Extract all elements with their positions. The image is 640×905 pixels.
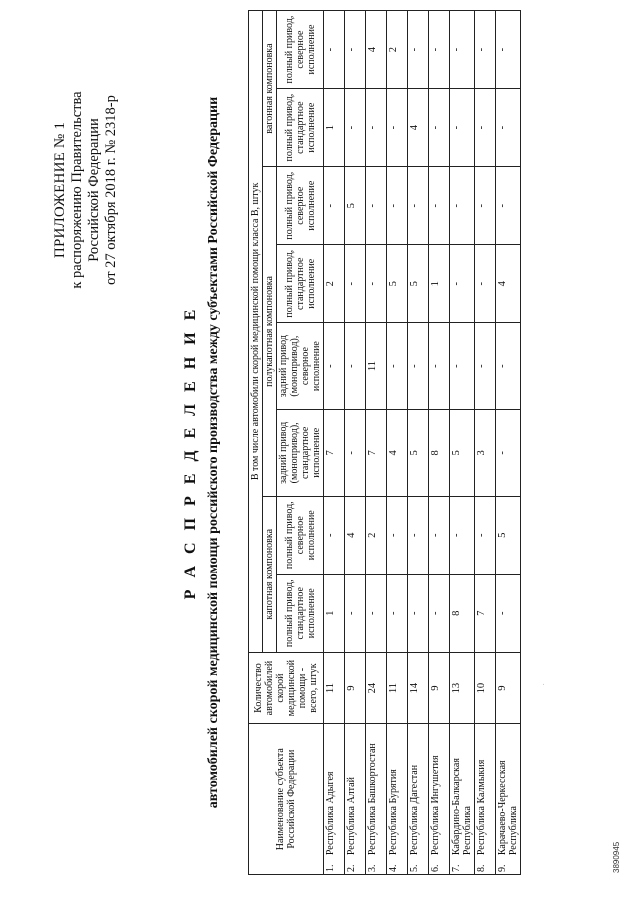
class-b-count: - [366, 574, 387, 652]
class-b-count: 4 [387, 409, 408, 496]
sub-header: полный привод, северное исполнение [277, 11, 324, 89]
class-b-count: - [475, 11, 496, 89]
semihood-layout-header: полукапотная компоновка [263, 167, 277, 497]
class-b-count: - [475, 245, 496, 323]
class-b-count: - [496, 409, 521, 496]
class-b-count: 4 [366, 11, 387, 89]
class-b-count: - [475, 167, 496, 245]
sub-header: полный привод, стандартное исполнение [277, 574, 324, 652]
sub-header: задний привод (монопривод), северное исполнение [277, 323, 324, 410]
class-b-count: - [366, 89, 387, 167]
sub-header: полный привод, северное исполнение [277, 167, 324, 245]
row-number: 5. [408, 857, 429, 874]
row-number: 6. [429, 857, 450, 874]
class-b-count: - [387, 323, 408, 410]
total-count: 10 [475, 652, 496, 724]
class-b-count: - [408, 496, 429, 574]
row-number: 9. [496, 857, 521, 874]
class-b-count: 7 [366, 409, 387, 496]
row-number: 8. [475, 857, 496, 874]
class-b-count: - [408, 167, 429, 245]
class-b-count: - [387, 574, 408, 652]
region-name: Республика Адыгея [324, 724, 345, 857]
class-b-count: - [387, 89, 408, 167]
class-b-count: - [387, 167, 408, 245]
wagon-layout-header: вагонная компоновка [263, 11, 277, 167]
class-b-count: 2 [324, 245, 345, 323]
class-b-count: - [450, 89, 475, 167]
appendix-header [52, 40, 120, 340]
total-count: 9 [496, 652, 521, 724]
class-b-count: - [475, 89, 496, 167]
table-row [324, 11, 345, 875]
class-b-count: 1 [324, 574, 345, 652]
class-b-count: - [475, 496, 496, 574]
document-title: Р А С П Р Е Д Е Л Е Н И Е [182, 305, 199, 600]
class-b-count: - [345, 245, 366, 323]
class-b-count: - [429, 323, 450, 410]
class-b-count: - [450, 496, 475, 574]
class-b-count: - [345, 323, 366, 410]
total-count: 11 [387, 652, 408, 724]
class-b-count: 8 [450, 574, 475, 652]
document-subtitle: автомобилей скорой медицинской помощи российского производства между субъектами Российской Федерации [206, 96, 221, 809]
class-b-count: 2 [387, 11, 408, 89]
row-number: 4. [387, 857, 408, 874]
table-row [496, 11, 521, 875]
document-id: 3890945 [612, 841, 621, 873]
distribution-table [248, 10, 521, 875]
class-b-count: 2 [366, 496, 387, 574]
class-b-header: В том числе автомобили скорой медицинской помощи класса В, штук [249, 11, 263, 653]
class-b-count: - [450, 323, 475, 410]
appendix-ref: к распоряжению Правительства [69, 91, 85, 289]
table-body [324, 11, 521, 875]
class-b-count: - [450, 245, 475, 323]
class-b-count: - [324, 167, 345, 245]
region-name: Республика Башкортостан [366, 724, 387, 857]
class-b-count: 4 [408, 89, 429, 167]
row-number: 3. [366, 857, 387, 874]
class-b-count: - [408, 574, 429, 652]
sub-header: полный привод, стандартное исполнение [277, 245, 324, 323]
total-count: 9 [345, 652, 366, 724]
region-name: Кабардино-Балкарская Республика [450, 724, 475, 857]
hood-layout-header: капотная компоновка [263, 496, 277, 652]
class-b-count: 5 [408, 245, 429, 323]
class-b-count: - [429, 167, 450, 245]
table-row [450, 11, 475, 875]
sub-header: полный привод, северное исполнение [277, 496, 324, 574]
table-row [366, 11, 387, 875]
class-b-count: - [387, 496, 408, 574]
class-b-count: - [429, 496, 450, 574]
class-b-count: 5 [387, 245, 408, 323]
region-name: Республика Алтай [345, 724, 366, 857]
appendix-number: ПРИЛОЖЕНИЕ № 1 [52, 121, 68, 259]
table-row [475, 11, 496, 875]
class-b-count: 7 [475, 574, 496, 652]
region-name: Республика Ингушетия [429, 724, 450, 857]
class-b-count: 8 [429, 409, 450, 496]
region-name: Республика Калмыкия [475, 724, 496, 857]
class-b-count: - [324, 323, 345, 410]
class-b-count: - [429, 89, 450, 167]
sub-header: полный привод, стандартное исполнение [277, 89, 324, 167]
row-number: 1. [324, 857, 345, 874]
sub-header: задний привод (монопривод), стандартное исполнение [277, 409, 324, 496]
appendix-date: от 27 октября 2018 г. № 2318-р [103, 95, 119, 285]
class-b-count: - [345, 11, 366, 89]
total-count: 14 [408, 652, 429, 724]
class-b-count: 5 [345, 167, 366, 245]
class-b-count: - [496, 89, 521, 167]
total-column-header: Количество автомобилей скорой медицинской помощи - всего, штук [249, 652, 324, 724]
class-b-count: - [429, 574, 450, 652]
class-b-count: - [366, 167, 387, 245]
class-b-count: - [496, 323, 521, 410]
class-b-count: - [324, 496, 345, 574]
class-b-count: 1 [324, 89, 345, 167]
class-b-count: - [366, 245, 387, 323]
class-b-count: - [475, 323, 496, 410]
class-b-count: 4 [345, 496, 366, 574]
scan-mark: . [540, 683, 546, 685]
row-number: 2. [345, 857, 366, 874]
total-count: 11 [324, 652, 345, 724]
class-b-count: - [450, 11, 475, 89]
class-b-count: 4 [496, 245, 521, 323]
total-count: 9 [429, 652, 450, 724]
class-b-count: 3 [475, 409, 496, 496]
class-b-count: 11 [366, 323, 387, 410]
class-b-count: 5 [496, 496, 521, 574]
class-b-count: - [324, 11, 345, 89]
class-b-count: - [429, 11, 450, 89]
total-count: 13 [450, 652, 475, 724]
table-row [408, 11, 429, 875]
class-b-count: - [450, 167, 475, 245]
class-b-count: - [496, 167, 521, 245]
table-row [429, 11, 450, 875]
class-b-count: - [345, 574, 366, 652]
class-b-count: - [496, 11, 521, 89]
table-row [345, 11, 366, 875]
class-b-count: - [408, 323, 429, 410]
class-b-count: - [496, 574, 521, 652]
region-name: Республика Бурятия [387, 724, 408, 857]
class-b-count: 7 [324, 409, 345, 496]
table-row [387, 11, 408, 875]
class-b-count: 5 [450, 409, 475, 496]
total-count: 24 [366, 652, 387, 724]
class-b-count: - [408, 11, 429, 89]
row-number: 7. [450, 857, 475, 874]
region-column-header: Наименование субъекта Российской Федерации [249, 724, 324, 875]
appendix-govt: Российской Федерации [86, 118, 102, 262]
class-b-count: - [345, 89, 366, 167]
class-b-count: 5 [408, 409, 429, 496]
region-name: Республика Дагестан [408, 724, 429, 857]
region-name: Карачаево-Черкесская Республика [496, 724, 521, 857]
class-b-count: 1 [429, 245, 450, 323]
class-b-count: - [345, 409, 366, 496]
